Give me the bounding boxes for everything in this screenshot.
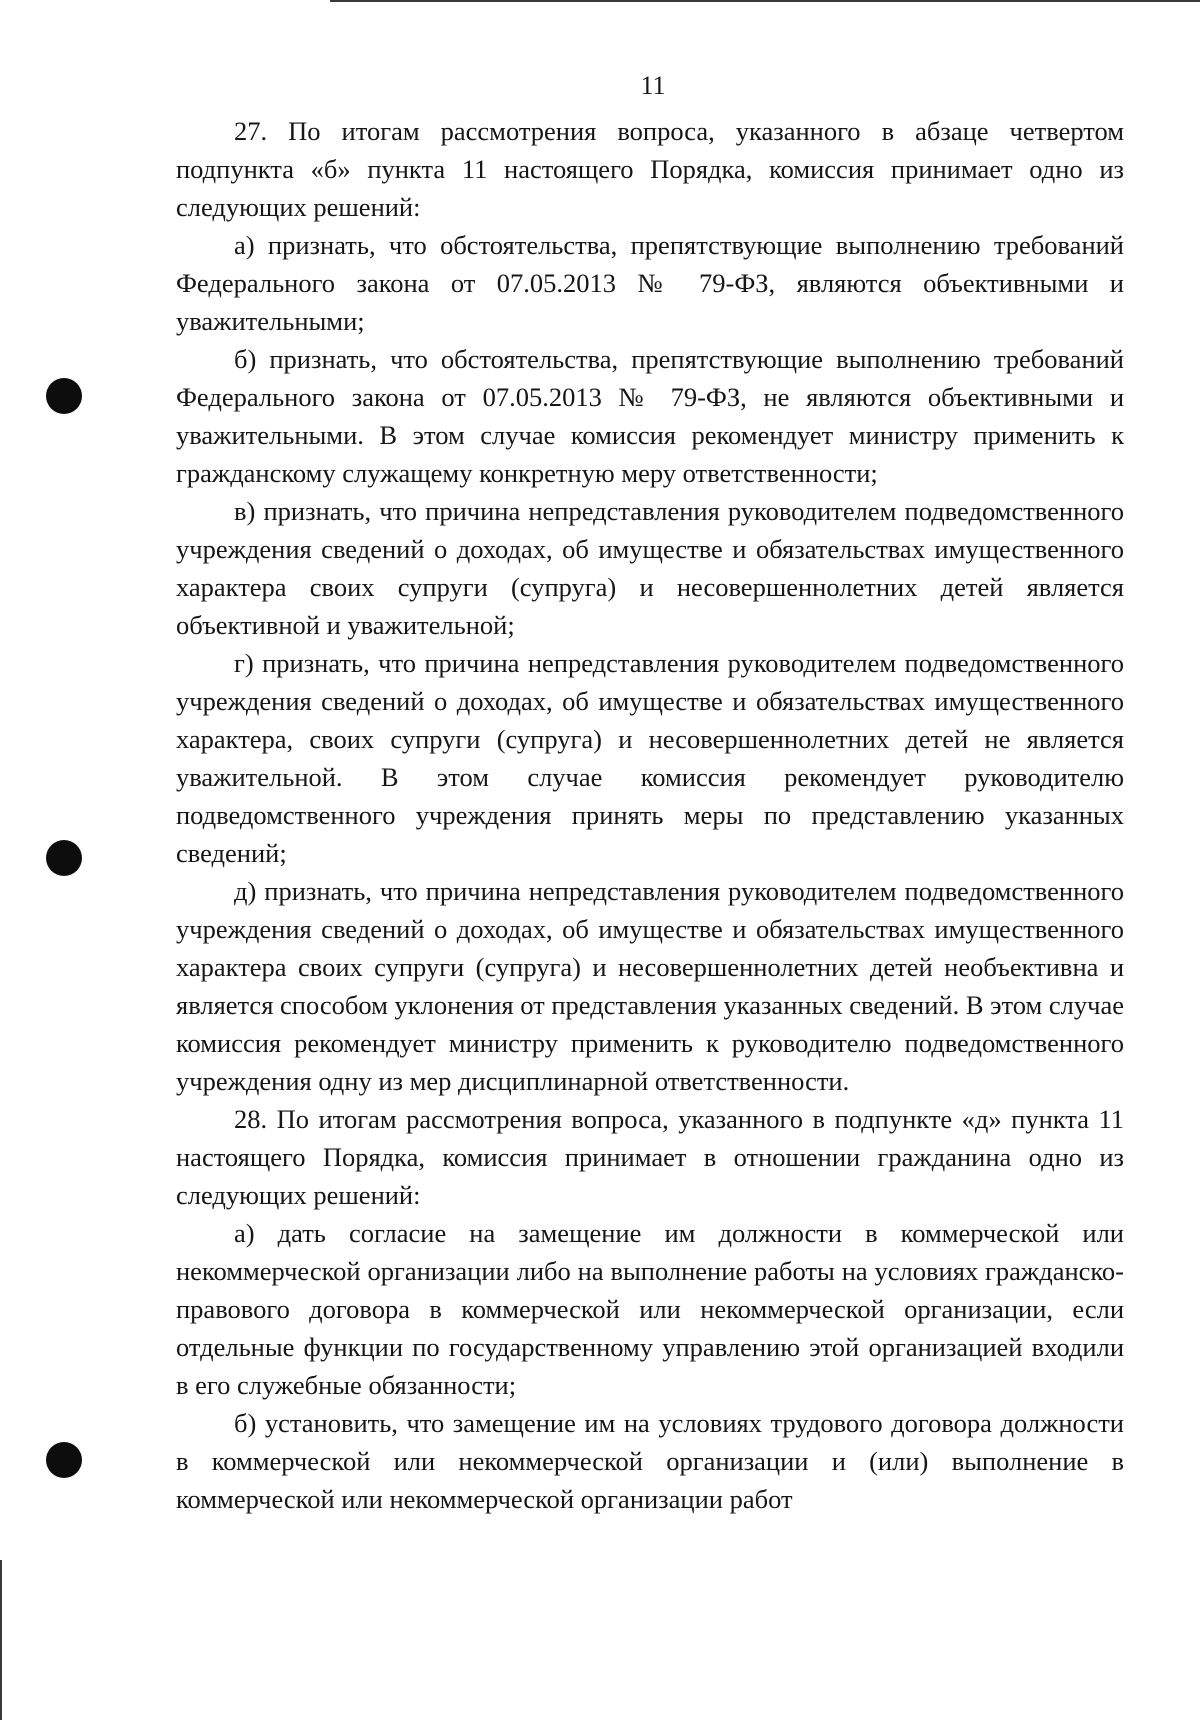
document-body [176, 112, 1124, 1518]
paragraph-27-v: в) признать, что причина непредставления руководителем подведомственного учреждения сведений о доходах, об имуществе и обязательствах имущественного характера своих супруги (супруга) и несовершеннолетних детей является объективной и уважительной; [176, 496, 1124, 640]
scan-left-edge [0, 1560, 2, 1720]
paragraph-27-d: д) признать, что причина непредставления руководителем подведомственного учреждения сведений о доходах, об имуществе и обязательствах имущественного характера своих супруги (супруга) и несовершеннолетних детей необъективна и является способом уклонения от представления указанных сведений. В этом случае комиссия рекомендует министру применить к руководителю подведомственного учреждения одну из мер дисциплинарной ответственности. [176, 876, 1124, 1096]
scan-top-edge [330, 0, 1200, 2]
punch-hole [46, 378, 82, 414]
paragraph-28: 28. По итогам рассмотрения вопроса, указанного в подпункте «д» пункта 11 настоящего Порядка, комиссия принимает в отношении гражданина одно из следующих решений: [176, 1104, 1124, 1210]
punch-hole [46, 1442, 82, 1478]
paragraph-27-b: б) признать, что обстоятельства, препятствующие выполнению требований Федерального закона от 07.05.2013 № 79-ФЗ, не являются объективными и уважительными. В этом случае комиссия рекомендует министру применить к гражданскому служащему конкретную меру ответственности; [176, 344, 1124, 488]
paragraph-27-g: г) признать, что причина непредставления руководителем подведомственного учреждения сведений о доходах, об имуществе и обязательствах имущественного характера, своих супруги (супруга) и несовершеннолетних детей не является уважительной. В этом случае комиссия рекомендует руководителю подведомственного учреждения принять меры по представлению указанных сведений; [176, 648, 1124, 868]
paragraph-27-a: а) признать, что обстоятельства, препятствующие выполнению требований Федерального закона от 07.05.2013 № 79-ФЗ, являются объективными и уважительными; [176, 230, 1124, 336]
punch-hole [46, 840, 82, 876]
paragraph-28-a: а) дать согласие на замещение им должности в коммерческой или некоммерческой организации либо на выполнение работы на условиях гражданско-правового договора в коммерческой или некоммерческой организации, если отдельные функции по государственному управлению этой организацией входили в его служебные обязанности; [176, 1218, 1124, 1400]
paragraph-28-b: б) установить, что замещение им на условиях трудового договора должности в коммерческой или некоммерческой организации и (или) выполнение в коммерческой или некоммерческой организации работ [176, 1408, 1124, 1514]
page-number: 11 [640, 71, 666, 100]
paragraph-27: 27. По итогам рассмотрения вопроса, указанного в абзаце четвертом подпункта «б» пункта 11 настоящего Порядка, комиссия принимает одно из следующих решений: [176, 116, 1124, 222]
